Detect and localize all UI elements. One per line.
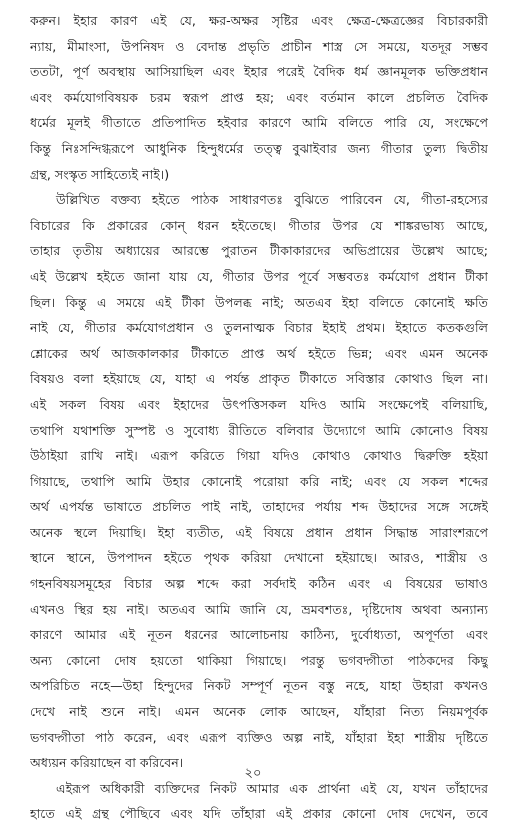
text-line: করুন। ইহার কারণ এই যে, ক্ষর-অক্ষর সৃষ্টির এবং ক্ষেত্র-ক্ষেত্রজ্ঞের বিচারকারী	[30, 13, 488, 28]
text-line: অনেক স্থলে দিয়াছি। ইহা ব্যতীত, এই বিষয়ে প্রধান প্রধান সিদ্ধান্ত সারাংশরূপে	[30, 524, 488, 540]
text-line: তাহার তৃতীয় অধ্যায়ের আরম্ভে পুরাতন টীকাকারদের অভিপ্রায়ের উল্লেখ আছে;	[30, 243, 488, 259]
text-line: তথাপি যথাশক্তি সুস্পষ্ট ও সুবোধ্য রীতিতে বলিবার উদ্যোগে আমি কোনোও বিষয়	[30, 422, 488, 438]
text-line: এবং কর্মযোগবিষয়ক চরম স্বরূপ প্রাপ্ত হয়; এবং বর্তমান কালে প্রচলিত বৈদিক	[30, 89, 488, 105]
text-line: ন্যায়, মীমাংসা, উপনিষদ ও বেদান্ত প্রভৃতি প্রাচীন শাস্ত্র সে সময়ে, যতদূর সম্ভব	[30, 38, 488, 54]
text-line: স্থানে স্থানে, উপপাদন হইতে পৃথক করিয়া দেখানো হইয়াছে। আরও, শাস্ত্রীয় ও	[30, 550, 488, 566]
text-line: ভগবদ্গীতা পাঠ করেন, এবং এরূপ ব্যক্তিও অল্প নাই, যাঁহারা ইহা শাস্ত্রীয় দৃষ্টিতে	[30, 729, 488, 745]
text-line: ততটা, পূর্ণ অবস্থায় আসিয়াছিল এবং ইহার পরেই বৈদিক ধর্ম জ্ঞানমূলক ভক্তিপ্রধান	[30, 64, 488, 80]
paragraph	[30, 8, 488, 187]
text-line: গহনবিষয়সমূহের বিচার অল্প শব্দে করা সর্বদাই কঠিন এবং এ বিষয়ের ভাষাও	[30, 576, 488, 592]
text-line: অন্য কোনো দোষ হয়তো থাকিয়া গিয়াছে। পরন্তু ভগবদ্গীতা পাঠকদের কিছু	[30, 652, 488, 668]
text-line: অধ্যয়ন করিয়াছেন বা করিবেন।	[30, 755, 184, 771]
text-line: কারণে আমার এই নূতন ধরনের আলোচনায় কাঠিন্য, দুর্বোধ্যতা, অপূর্ণতা এবং	[30, 627, 488, 643]
text-line: বিষয়ও বলা হইয়াছে যে, যাহা এ পর্যন্ত প্রাকৃত টীকাতে সবিস্তার কোথাও ছিল না।	[30, 371, 488, 387]
text-line: এই সকল বিষয় এবং ইহাদের উৎপত্তিসকল যদিও আমি সংক্ষেপেই বলিয়াছি,	[30, 396, 488, 412]
text-line: এই উল্লেখ হইতে জানা যায় যে, গীতার উপর পূর্বে সম্ভবতঃ কর্মযোগ প্রধান টীকা	[30, 268, 488, 284]
text-line: এখনও স্থির হয় নাই। অতএব আমি জানি যে, ভ্রমবশতঃ, দৃষ্টিদোষ অথবা অন্যান্য	[30, 601, 488, 617]
text-line: ছিল। কিন্তু এ সময়ে এই টীকা উপলব্ধ নাই; অতএব ইহা বলিতে কোনোই ক্ষতি	[30, 294, 488, 310]
text-line: গিয়াছে, তথাপি আমি উহার কোনোই পরোয়া করি নাই; এবং যে সকল শব্দের	[30, 473, 488, 489]
text-line: উল্লিখিত বক্তব্য হইতে পাঠক সাধারণতঃ বুঝিতে পারিবেন যে, গীতা-রহস্যের	[56, 192, 488, 208]
text-line: এইরূপ অধিকারী ব্যক্তিদের নিকট আমার এক প্রার্থনা এই যে, যখন তাঁহাদের	[56, 780, 488, 796]
text-line: হাতে এই গ্রন্থ পৌছিবে এবং যদি তাঁহারা এই প্রকার কোনো দোষ দেখেন, তবে	[30, 806, 488, 822]
text-line: অপরিচিত নহে—উহা হিন্দুদের নিকট সম্পূর্ণ নূতন বস্তু নহে, যাহা উহারা কখনও	[30, 678, 488, 694]
page-number: ২০	[244, 766, 262, 781]
body-text	[30, 8, 488, 827]
text-line: নাই যে, গীতার কর্মযোগপ্রধান ও তুলনাত্মক বিচার ইহাই প্রথম। ইহাতে কতকগুলি	[30, 320, 488, 336]
text-line: বিচারের কি প্রকারের কোন্ ধরন হইতেছে। গীতার উপর যে শাঙ্করভাষ্য আছে,	[30, 217, 488, 233]
paragraph	[30, 187, 488, 776]
text-line: গ্রন্থ, সংস্কৃত সাহিত্যেই নাই।)	[30, 166, 170, 182]
text-line: অর্থ এপর্যন্ত ভাষাতে প্রচলিত পাই নাই, তাহাদের পর্যায় শব্দ উহাদের সঙ্গে সঙ্গেই	[30, 499, 488, 515]
text-line: দেখে নাই শুনে নাই। এমন অনেক লোক আছেন, যাঁহারা নিত্য নিয়মপূর্বক	[30, 704, 488, 720]
text-line: ধর্মের মূলই গীতাতে প্রতিপাদিত হইবার কারণে আমি বলিতে পারি যে, সংক্ষেপে	[30, 115, 488, 131]
text-line: শ্লোকের অর্থ আজকালকার টীকাতে প্রাপ্ত অর্থ হইতে ভিন্ন; এবং এমন অনেক	[30, 345, 488, 361]
text-line: কিন্তু নিঃসন্দিগ্ধরূপে আধুনিক হিন্দুধর্মের তত্ত্ব বুঝাইবার জন্য গীতার তুল্য দ্বিতীয়	[30, 140, 488, 156]
text-line: উঠাইয়া রাখি নাই। এরূপ করিতে গিয়া যদিও কোথাও কোথাও দ্বিরুক্তি হইয়া	[30, 448, 488, 464]
